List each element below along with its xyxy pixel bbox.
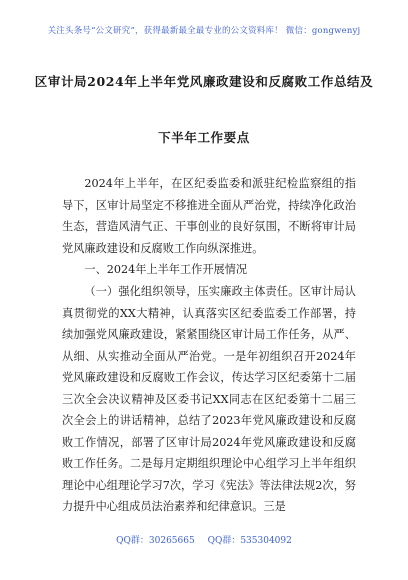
intro-paragraph: 2024年上半年，在区纪委监委和派驻纪检监察组的指导下，区审计局坚定不移推进全面从严治党，持续净化政治生态，营造风清气正、干事创业的良好氛围，不断将审计局党风廉政建设和反腐败工作向纵深推进。 [62, 177, 356, 255]
section-heading: 一、2024年上半年工作开展情况 [84, 263, 248, 276]
body-paragraph: （一）强化组织领导，压实廉政主体责任。区审计局认真贯彻党的XX大精神，认真落实区纪委监委工作部署，持续加强党风廉政建设，紧紧围绕区审计局工作任务，从严、从细、从实推动全面从严治党。一是年初组织召开2024年党风廉政建设和反腐败工作会议，传达学习区纪委第十二届三次全会决议精神及区委书记XX同志在区纪委第十二届三次全会上的讲话精神，总结了2023年党风廉政建设和反腐败工作情况，部署了区审计局2024年党风廉政建设和反腐败工作任务。二是每月定期组织理论中心组学习上半年组织理论中心组理论学习7次，学习《宪法》等法律法规2次，努力提升中心组成员法治素养和纪律意识。三是 [62, 285, 356, 513]
document-title-line-2: 下半年工作要点 [158, 130, 250, 145]
footer-qq-groups: QQ群：30265665 QQ群：535304092 [116, 536, 292, 546]
document-title-line-1: 区审计局2024年上半年党风廉政建设和反腐败工作总结及 [34, 74, 374, 89]
header-banner: 关注头条号“公文研究”，获得最新最全最专业的公文资料库！ 微信：gongwenyj [47, 26, 361, 36]
